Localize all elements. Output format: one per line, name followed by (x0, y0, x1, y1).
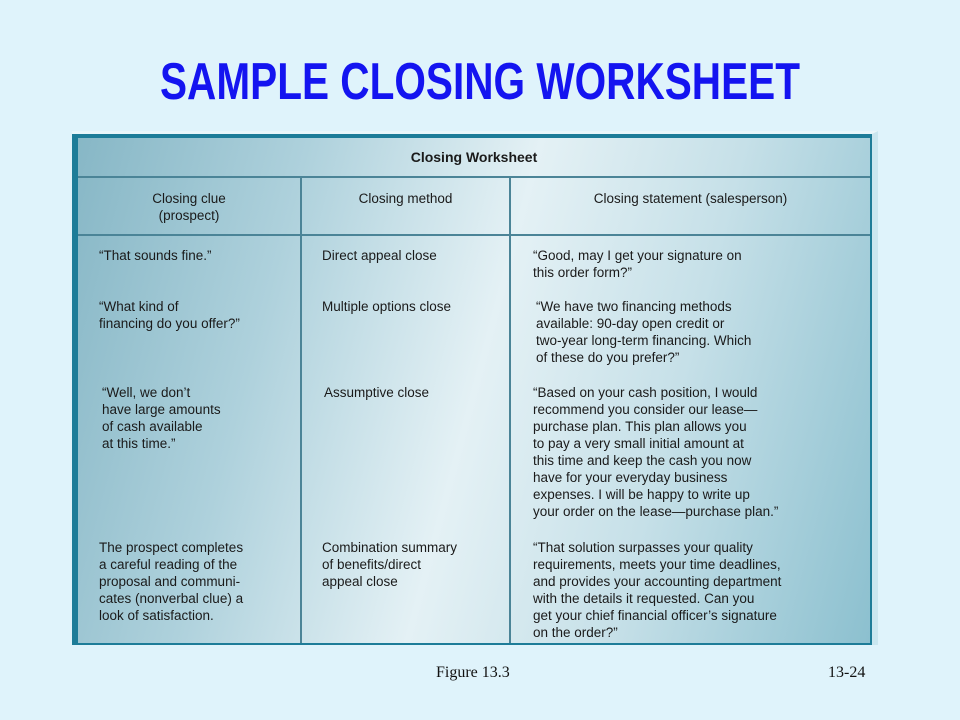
worksheet-title: Closing Worksheet (410, 149, 538, 165)
row-2-method: Multiple options close (322, 299, 452, 314)
row-3-method: Assumptive close (324, 385, 430, 400)
header-closing-method: Closing method (358, 191, 453, 206)
row-4-clue: The prospect completes a careful reading of the proposal and communi- cates (nonverbal clue) a look of satisfaction. (99, 540, 244, 623)
header-closing-clue: Closing clue (prospect) (152, 191, 226, 223)
row-1-statement: “Good, may I get your signature on this order form?” (533, 248, 742, 280)
slide-title: SAMPLE CLOSING WORKSHEET (160, 53, 800, 111)
page-number: 13-24 (828, 664, 866, 681)
divider-header (78, 234, 870, 236)
row-1-method: Direct appeal close (322, 248, 437, 263)
divider-title (78, 176, 870, 178)
closing-worksheet (78, 138, 870, 643)
divider-col-2 (509, 176, 511, 643)
row-4-method: Combination summary of benefits/direct appeal close (322, 540, 458, 589)
figure-label: Figure 13.3 (436, 664, 510, 681)
row-1-clue: “That sounds fine.” (99, 248, 212, 263)
row-3-statement: “Based on your cash position, I would recommend you consider our lease— purchase plan. This plan allows you to pay a very small initial amount at this time and keep the cash you now have for your everyday business expenses. I will be happy to write up your order on the lease—purchase plan.” (533, 385, 779, 519)
header-closing-statement: Closing statement (salesperson) (593, 191, 788, 206)
divider-col-1 (300, 176, 302, 643)
row-2-statement: “We have two financing methods available: 90-day open credit or two-year long-term financing. Which of these do you prefer?” (536, 299, 752, 365)
row-2-clue: “What kind of financing do you offer?” (99, 299, 240, 331)
row-4-statement: “That solution surpasses your quality requirements, meets your time deadlines, and provides your accounting department with the details it requested. Can you get your chief financial officer’s signature on the order?” (533, 540, 782, 640)
row-3-clue: “Well, we don’t have large amounts of cash available at this time.” (102, 385, 221, 451)
